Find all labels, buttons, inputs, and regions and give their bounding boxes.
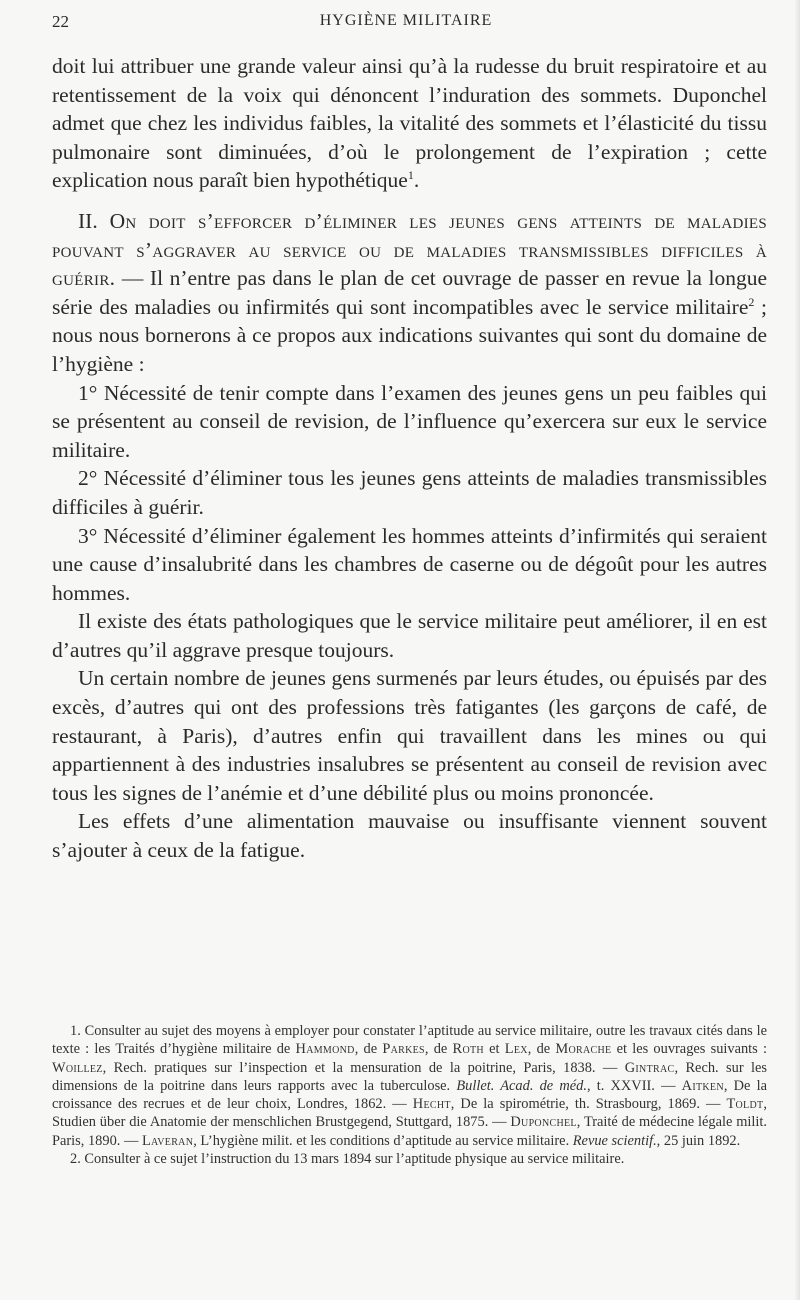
footnote-1: 1. Consulter au sujet des moyens à employer pour constater l’aptitude au service militaire, outre les travaux cités dans le texte : les Traités d’hygiène militaire de Hammond, de Parkes, de Roth et Lex, de Morache et les ouvrages suivants : Woillez, Rech. pratiques sur l’inspection et la mensuration de la poitrine, Paris, 1838. — Gintrac, Rech. sur les dimensions de la poitrine dans leurs rapports avec la tuberculose. Bullet. Acad. de méd., t. XXVII. — Aitken, De la croissance des recrues et de leur choix, Londres, 1862. — Hecht, De la spirométrie, th. Strasbourg, 1869. — Toldt, Studien über die Anatomie der menschlichen Brustgegend, Stuttgard, 1875. — Duponchel, Traité de médecine légale milit. Paris, 1890. — Laveran, L’hygiène milit. et les conditions d’aptitude au service militaire. Revue scientif., 25 juin 1892.	[52, 1023, 767, 1149]
footnotes	[52, 1022, 767, 1168]
footnote-ref: 1	[407, 168, 414, 183]
page-header	[52, 12, 760, 38]
scan-edge-shadow	[794, 0, 800, 1300]
list-item: 1° Nécessité de tenir compte dans l’examen des jeunes gens un peu faibles qui se présentent au conseil de revision, de l’influence qu’exercera sur eux le service militaire.	[52, 380, 767, 462]
list-item: 2° Nécessité d’éliminer tous les jeunes gens atteints de maladies transmissibles difficiles à guérir.	[52, 466, 767, 519]
section-heading: On doit s’efforcer d’éliminer les jeunes gens atteints de maladies pouvant s’aggraver au service ou de maladies transmissibles difficiles à guérir.	[52, 208, 768, 291]
running-title: HYGIÈNE MILITAIRE	[319, 12, 493, 29]
footnote-2: 2. Consulter à ce sujet l’instruction du 13 mars 1894 sur l’aptitude physique au service militaire.	[70, 1151, 625, 1168]
section-numeral: II.	[78, 208, 98, 233]
paragraph: Il existe des états pathologiques que le service militaire peut améliorer, il en est d’autres qu’il aggrave presque toujours.	[52, 609, 767, 662]
list-item: 3° Nécessité d’éliminer également les hommes atteints d’infirmités qui seraient une cause d’insalubrité dans les chambres de caserne ou de dégoût pour les autres hommes.	[52, 523, 767, 605]
paragraph: Les effets d’une alimentation mauvaise ou insuffisante viennent souvent s’ajouter à ceux de la fatigue.	[52, 809, 767, 863]
paragraph-continuation: doit lui attribuer une grande valeur ainsi qu’à la rudesse du bruit respiratoire et au retentissement de la voix qui dénoncent l’induration des sommets. Duponchel admet que chez les individus faibles, la vitalité des sommets et l’élasticité du tissu pulmonaire sont diminuées, d’où le prolongement de l’expiration ; cette explication nous paraît bien hypothétique$^1$.	[52, 54, 767, 193]
footnote-ref: 2	[748, 294, 755, 309]
main-text	[52, 52, 767, 865]
section-ii-paragraph: II. On doit s’efforcer d’éliminer les jeunes gens atteints de maladies pouvant s’aggraver au service ou de maladies transmissibles difficiles à guérir. — Il n’entre pas dans le plan de cet ouvrage de passer en revue la longue série des maladies ou infirmités qui sont incompatibles avec le service militaire$^2$ ; nous nous bornerons à ce propos aux indications suivantes qui sont du domaine de l’hygiène :	[52, 208, 768, 376]
page-number: 22	[52, 12, 69, 31]
paragraph: Un certain nombre de jeunes gens surmenés par leurs études, ou épuisés par des excès, d’autres qui ont des professions très fatigantes (les garçons de café, de restaurant, à Paris), d’autres enfin qui travaillent dans les mines ou qui appartiennent à des industries insalubres se présentent au conseil de revision avec tous les signes de l’anémie et d’une débilité plus ou moins prononcée.	[52, 666, 767, 805]
